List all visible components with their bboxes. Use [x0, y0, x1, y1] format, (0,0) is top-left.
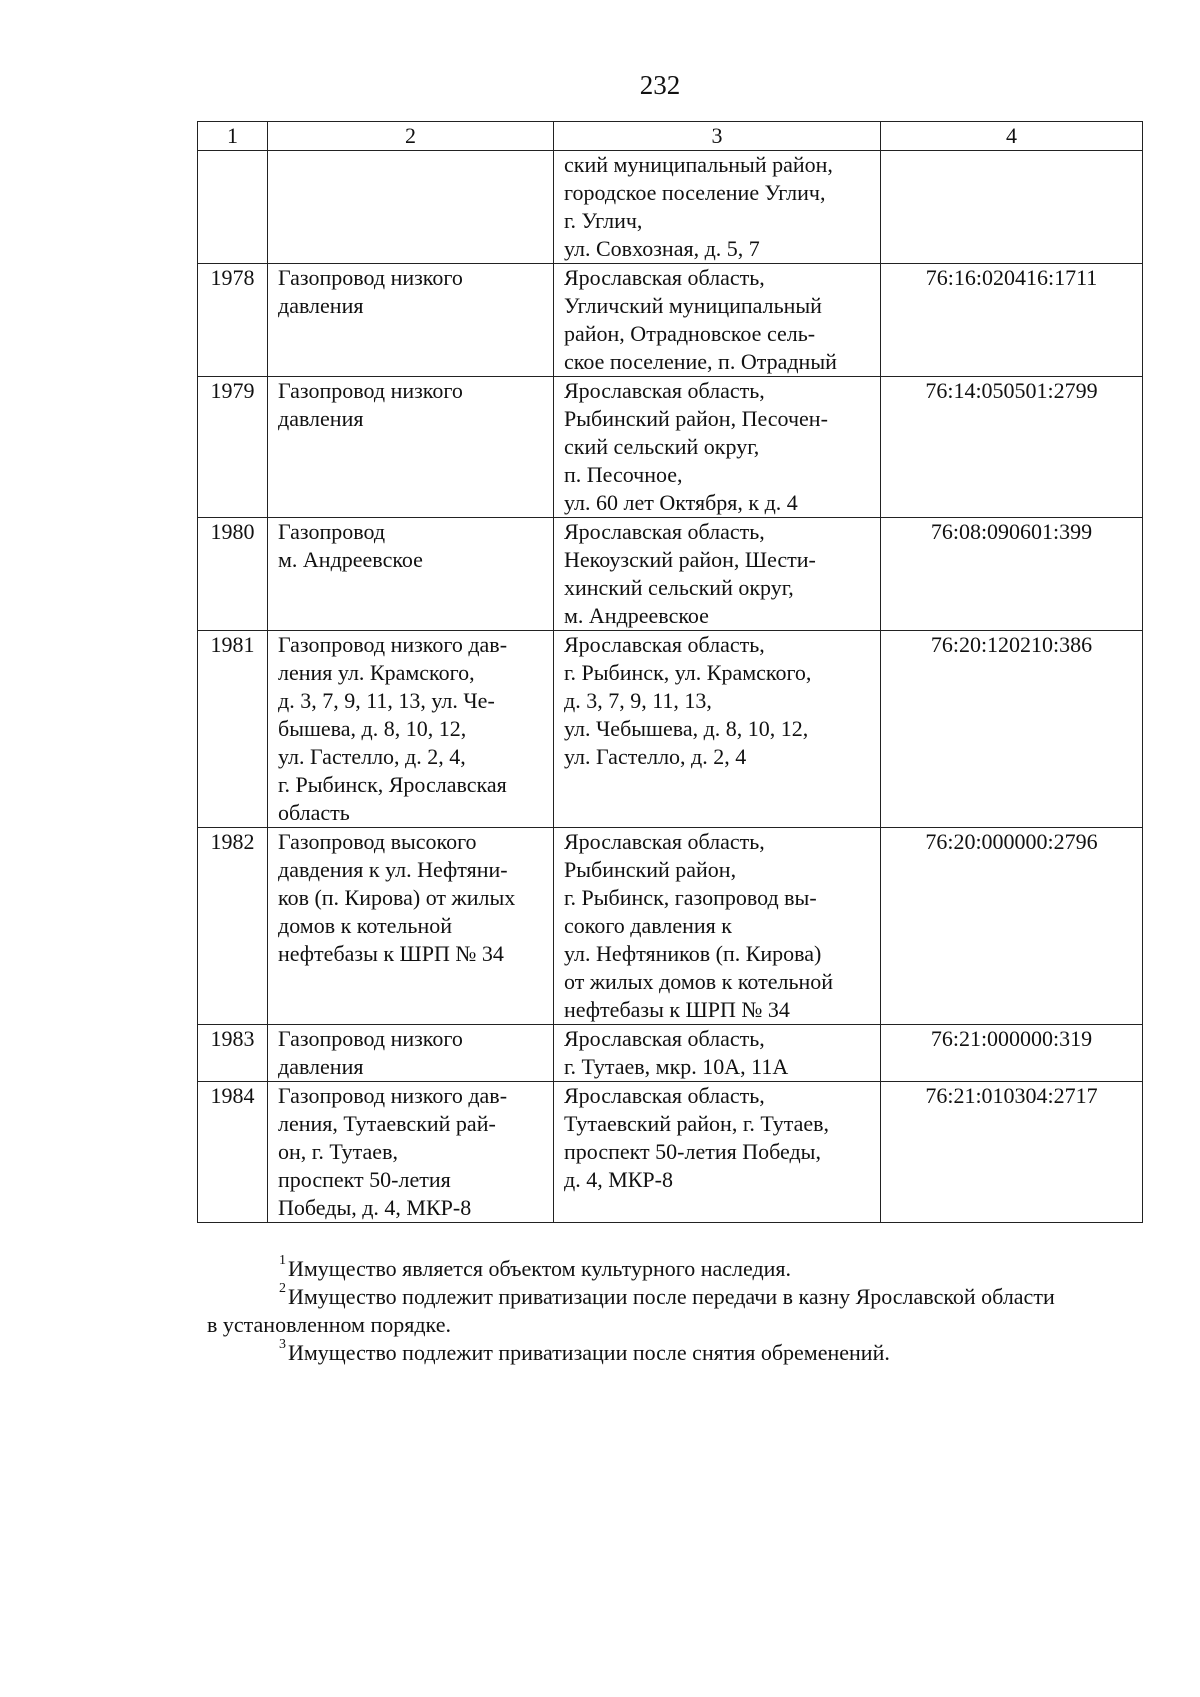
object-name-line: давления: [278, 293, 364, 318]
address-line: Ярославская область,: [564, 519, 765, 544]
cadastral-number-cell: 76:08:090601:399: [881, 518, 1143, 631]
footnote-mark: 1: [279, 1252, 286, 1268]
cadastral-number-cell: [881, 151, 1143, 264]
property-table: [197, 121, 1143, 1223]
object-name-line: давления: [278, 1054, 364, 1079]
address-line: ул. Совхозная, д. 5, 7: [564, 236, 760, 261]
object-name-line: давления: [278, 406, 364, 431]
footnote: [207, 1252, 1157, 1283]
object-name-cell: [268, 518, 554, 631]
object-name-cell: [268, 631, 554, 828]
object-name-cell: [268, 1025, 554, 1082]
address-line: Ярославская область,: [564, 1083, 765, 1108]
object-name-cell: [268, 1082, 554, 1223]
address-line: ул. 60 лет Октября, к д. 4: [564, 490, 798, 515]
row-number-cell: 1983: [198, 1025, 268, 1082]
object-name-line: д. 3, 7, 9, 11, 13, ул. Че-: [278, 688, 495, 713]
cadastral-number-cell: 76:16:020416:1711: [881, 264, 1143, 377]
address-line: ский сельский округ,: [564, 434, 760, 459]
cadastral-number-cell: 76:20:000000:2796: [881, 828, 1143, 1025]
address-cell: [554, 377, 881, 518]
address-line: Ярославская область,: [564, 829, 765, 854]
footnote-text: Имущество подлежит приватизации после снятия обременений.: [288, 1340, 890, 1365]
address-line: Угличский муниципальный: [564, 293, 822, 318]
address-line: Рыбинский район,: [564, 857, 737, 882]
object-name-line: Газопровод низкого дав-: [278, 632, 508, 657]
address-line: от жилых домов к котельной: [564, 969, 834, 994]
address-line: г. Тутаев, мкр. 10А, 11А: [564, 1054, 789, 1079]
row-number-cell: 1979: [198, 377, 268, 518]
address-cell: [554, 151, 881, 264]
column-header: 1: [198, 122, 268, 151]
footnote-text-continuation: в установленном порядке.: [207, 1312, 451, 1337]
object-name-line: Победы, д. 4, МКР-8: [278, 1195, 472, 1220]
object-name-line: он, г. Тутаев,: [278, 1139, 398, 1164]
table-row: [198, 1082, 1143, 1223]
object-name-line: нефтебазы к ШРП № 34: [278, 941, 504, 966]
address-cell: [554, 1025, 881, 1082]
cadastral-number-cell: 76:20:120210:386: [881, 631, 1143, 828]
address-line: ул. Гастелло, д. 2, 4: [564, 744, 747, 769]
column-header: 4: [881, 122, 1143, 151]
footnote-mark: 3: [279, 1336, 286, 1352]
object-name-cell: [268, 151, 554, 264]
table-row: [198, 151, 1143, 264]
object-name-line: ул. Гастелло, д. 2, 4,: [278, 744, 466, 769]
address-cell: [554, 631, 881, 828]
object-name-line: ков (п. Кирова) от жилых: [278, 885, 516, 910]
row-number-cell: 1980: [198, 518, 268, 631]
row-number-cell: [198, 151, 268, 264]
address-line: хинский сельский округ,: [564, 575, 794, 600]
address-line: Некоузский район, Шести-: [564, 547, 816, 572]
object-name-cell: [268, 264, 554, 377]
object-name-line: ления ул. Крамского,: [278, 660, 475, 685]
address-cell: [554, 518, 881, 631]
address-line: сокого давления к: [564, 913, 732, 938]
table-row: [198, 1025, 1143, 1082]
address-line: район, Отрадновское сель-: [564, 321, 816, 346]
object-name-cell: [268, 828, 554, 1025]
table-row: [198, 518, 1143, 631]
address-line: ул. Чебышева, д. 8, 10, 12,: [564, 716, 809, 741]
table-header-row: [198, 122, 1143, 151]
footnote-mark: 2: [279, 1280, 286, 1296]
address-line: г. Углич,: [564, 208, 643, 233]
page-number: 232: [639, 70, 681, 100]
footnote: [207, 1280, 1157, 1339]
address-line: Рыбинский район, Песочен-: [564, 406, 828, 431]
table-row: [198, 377, 1143, 518]
table-row: [198, 631, 1143, 828]
column-header: 2: [268, 122, 554, 151]
object-name-line: проспект 50-летия: [278, 1167, 451, 1192]
footnote: [207, 1336, 1157, 1367]
row-number-cell: 1984: [198, 1082, 268, 1223]
address-line: Тутаевский район, г. Тутаев,: [564, 1111, 830, 1136]
object-name-line: г. Рыбинск, Ярославская: [278, 772, 507, 797]
object-name-line: ления, Тутаевский рай-: [278, 1111, 496, 1136]
object-name-cell: [268, 377, 554, 518]
address-line: Ярославская область,: [564, 632, 765, 657]
object-name-line: Газопровод: [278, 519, 386, 544]
object-name-line: давдения к ул. Нефтяни-: [278, 857, 508, 882]
address-line: д. 3, 7, 9, 11, 13,: [564, 688, 712, 713]
address-line: Ярославская область,: [564, 265, 765, 290]
footnote-text: Имущество является объектом культурного наследия.: [288, 1256, 792, 1281]
address-line: проспект 50-летия Победы,: [564, 1139, 821, 1164]
address-cell: [554, 1082, 881, 1223]
row-number-cell: 1978: [198, 264, 268, 377]
footnotes: [207, 1252, 1157, 1367]
cadastral-number-cell: 76:14:050501:2799: [881, 377, 1143, 518]
address-line: Ярославская область,: [564, 1026, 765, 1051]
address-line: п. Песочное,: [564, 462, 683, 487]
object-name-line: бышева, д. 8, 10, 12,: [278, 716, 467, 741]
column-header: 3: [554, 122, 881, 151]
address-cell: [554, 264, 881, 377]
object-name-line: домов к котельной: [278, 913, 452, 938]
object-name-line: Газопровод высокого: [278, 829, 477, 854]
address-line: ул. Нефтяников (п. Кирова): [564, 941, 822, 966]
table-body: [198, 151, 1143, 1223]
object-name-line: область: [278, 800, 350, 825]
address-line: нефтебазы к ШРП № 34: [564, 997, 790, 1022]
object-name-line: Газопровод низкого: [278, 265, 463, 290]
address-line: г. Рыбинск, газопровод вы-: [564, 885, 817, 910]
row-number-cell: 1981: [198, 631, 268, 828]
row-number-cell: 1982: [198, 828, 268, 1025]
address-line: городское поселение Углич,: [564, 180, 826, 205]
address-line: ское поселение, п. Отрадный: [564, 349, 837, 374]
address-line: г. Рыбинск, ул. Крамского,: [564, 660, 812, 685]
address-cell: [554, 828, 881, 1025]
object-name-line: Газопровод низкого: [278, 1026, 463, 1051]
table-row: [198, 828, 1143, 1025]
address-line: ский муниципальный район,: [564, 152, 833, 177]
table-row: [198, 264, 1143, 377]
object-name-line: Газопровод низкого дав-: [278, 1083, 508, 1108]
object-name-line: м. Андреевское: [278, 547, 423, 572]
address-line: д. 4, МКР-8: [564, 1167, 673, 1192]
object-name-line: Газопровод низкого: [278, 378, 463, 403]
address-line: Ярославская область,: [564, 378, 765, 403]
address-line: м. Андреевское: [564, 603, 709, 628]
cadastral-number-cell: 76:21:000000:319: [881, 1025, 1143, 1082]
footnote-text: Имущество подлежит приватизации после передачи в казну Ярославской области: [288, 1284, 1055, 1309]
cadastral-number-cell: 76:21:010304:2717: [881, 1082, 1143, 1223]
